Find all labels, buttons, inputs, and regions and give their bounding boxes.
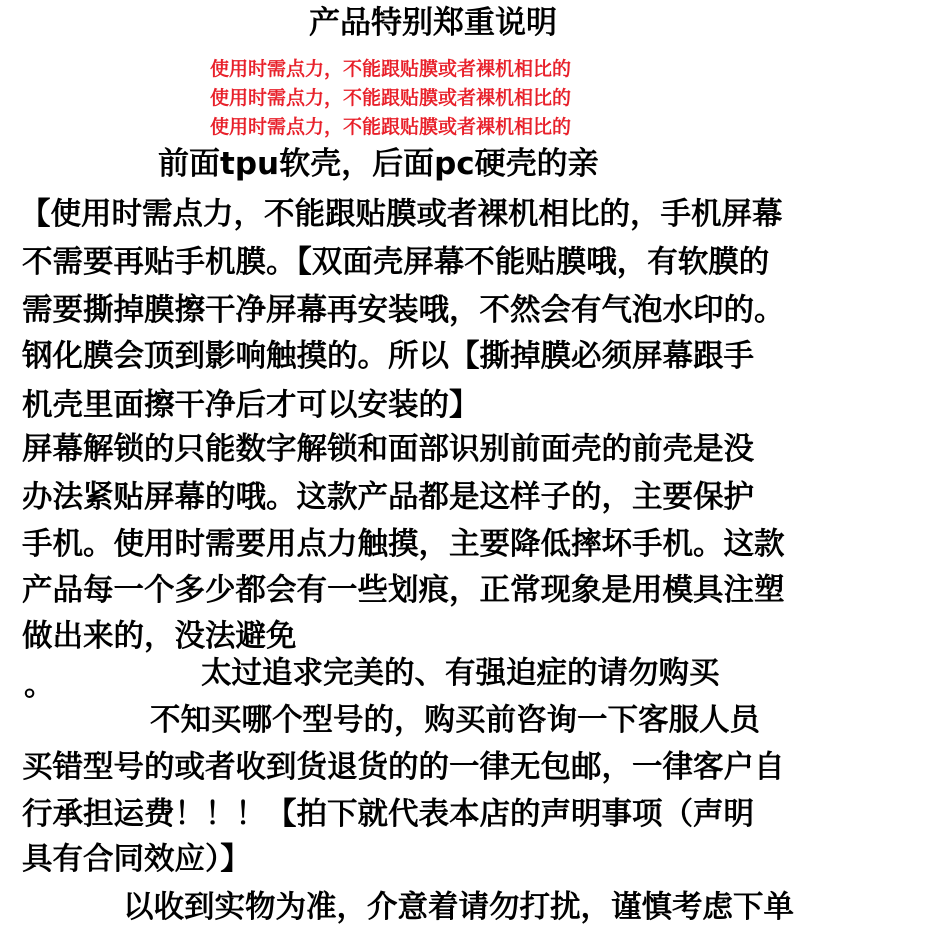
- return-line: 具有合同效应）】: [22, 842, 251, 877]
- closing-line: 以收到实物为准，介意着请勿打扰，谨慎考虑下单: [123, 890, 794, 925]
- body-line: 办法紧贴屏幕的哦。这款产品都是这样子的，主要保护: [22, 480, 754, 515]
- return-line: 买错型号的或者收到货退货的的一律无包邮，一律客户自: [22, 750, 785, 785]
- notice-model: 不知买哪个型号的，购买前咨询一下客服人员: [150, 703, 760, 738]
- warning-line: 使用时需点力，不能跟贴膜或者裸机相比的: [210, 87, 572, 109]
- body-line: 机壳里面擦干净后才可以安装的】: [22, 388, 480, 423]
- notice-perfection: 太过追求完美的、有强迫症的请勿购买: [201, 656, 720, 691]
- body-line: 产品每一个多少都会有一些划痕，正常现象是用模具注塑: [22, 573, 785, 608]
- body-line: 手机。使用时需要用点力触摸，主要降低摔坏手机。这款: [22, 527, 785, 562]
- return-line: 行承担运费！！！【拍下就代表本店的声明事项（声明: [22, 797, 754, 832]
- body-line: 【使用时需点力，不能跟贴膜或者裸机相比的，手机屏幕: [20, 197, 783, 232]
- stray-period: 。: [24, 668, 55, 703]
- body-line: 屏幕解锁的只能数字解锁和面部识别前面壳的前壳是没: [22, 432, 754, 467]
- body-line: 钢化膜会顶到影响触摸的。所以【撕掉膜必须屏幕跟手: [22, 339, 754, 374]
- subtitle: 前面tpu软壳，后面pc硬壳的亲: [158, 146, 599, 182]
- body-line: 不需要再贴手机膜。【双面壳屏幕不能贴膜哦，有软膜的: [22, 245, 770, 280]
- page-title: 产品特别郑重说明: [309, 5, 557, 41]
- body-line: 需要撕掉膜擦干净屏幕再安装哦，不然会有气泡水印的。: [22, 293, 785, 328]
- warning-line: 使用时需点力，不能跟贴膜或者裸机相比的: [210, 116, 572, 138]
- body-line: 做出来的，没法避免: [22, 619, 297, 654]
- warning-line: 使用时需点力，不能跟贴膜或者裸机相比的: [210, 58, 572, 80]
